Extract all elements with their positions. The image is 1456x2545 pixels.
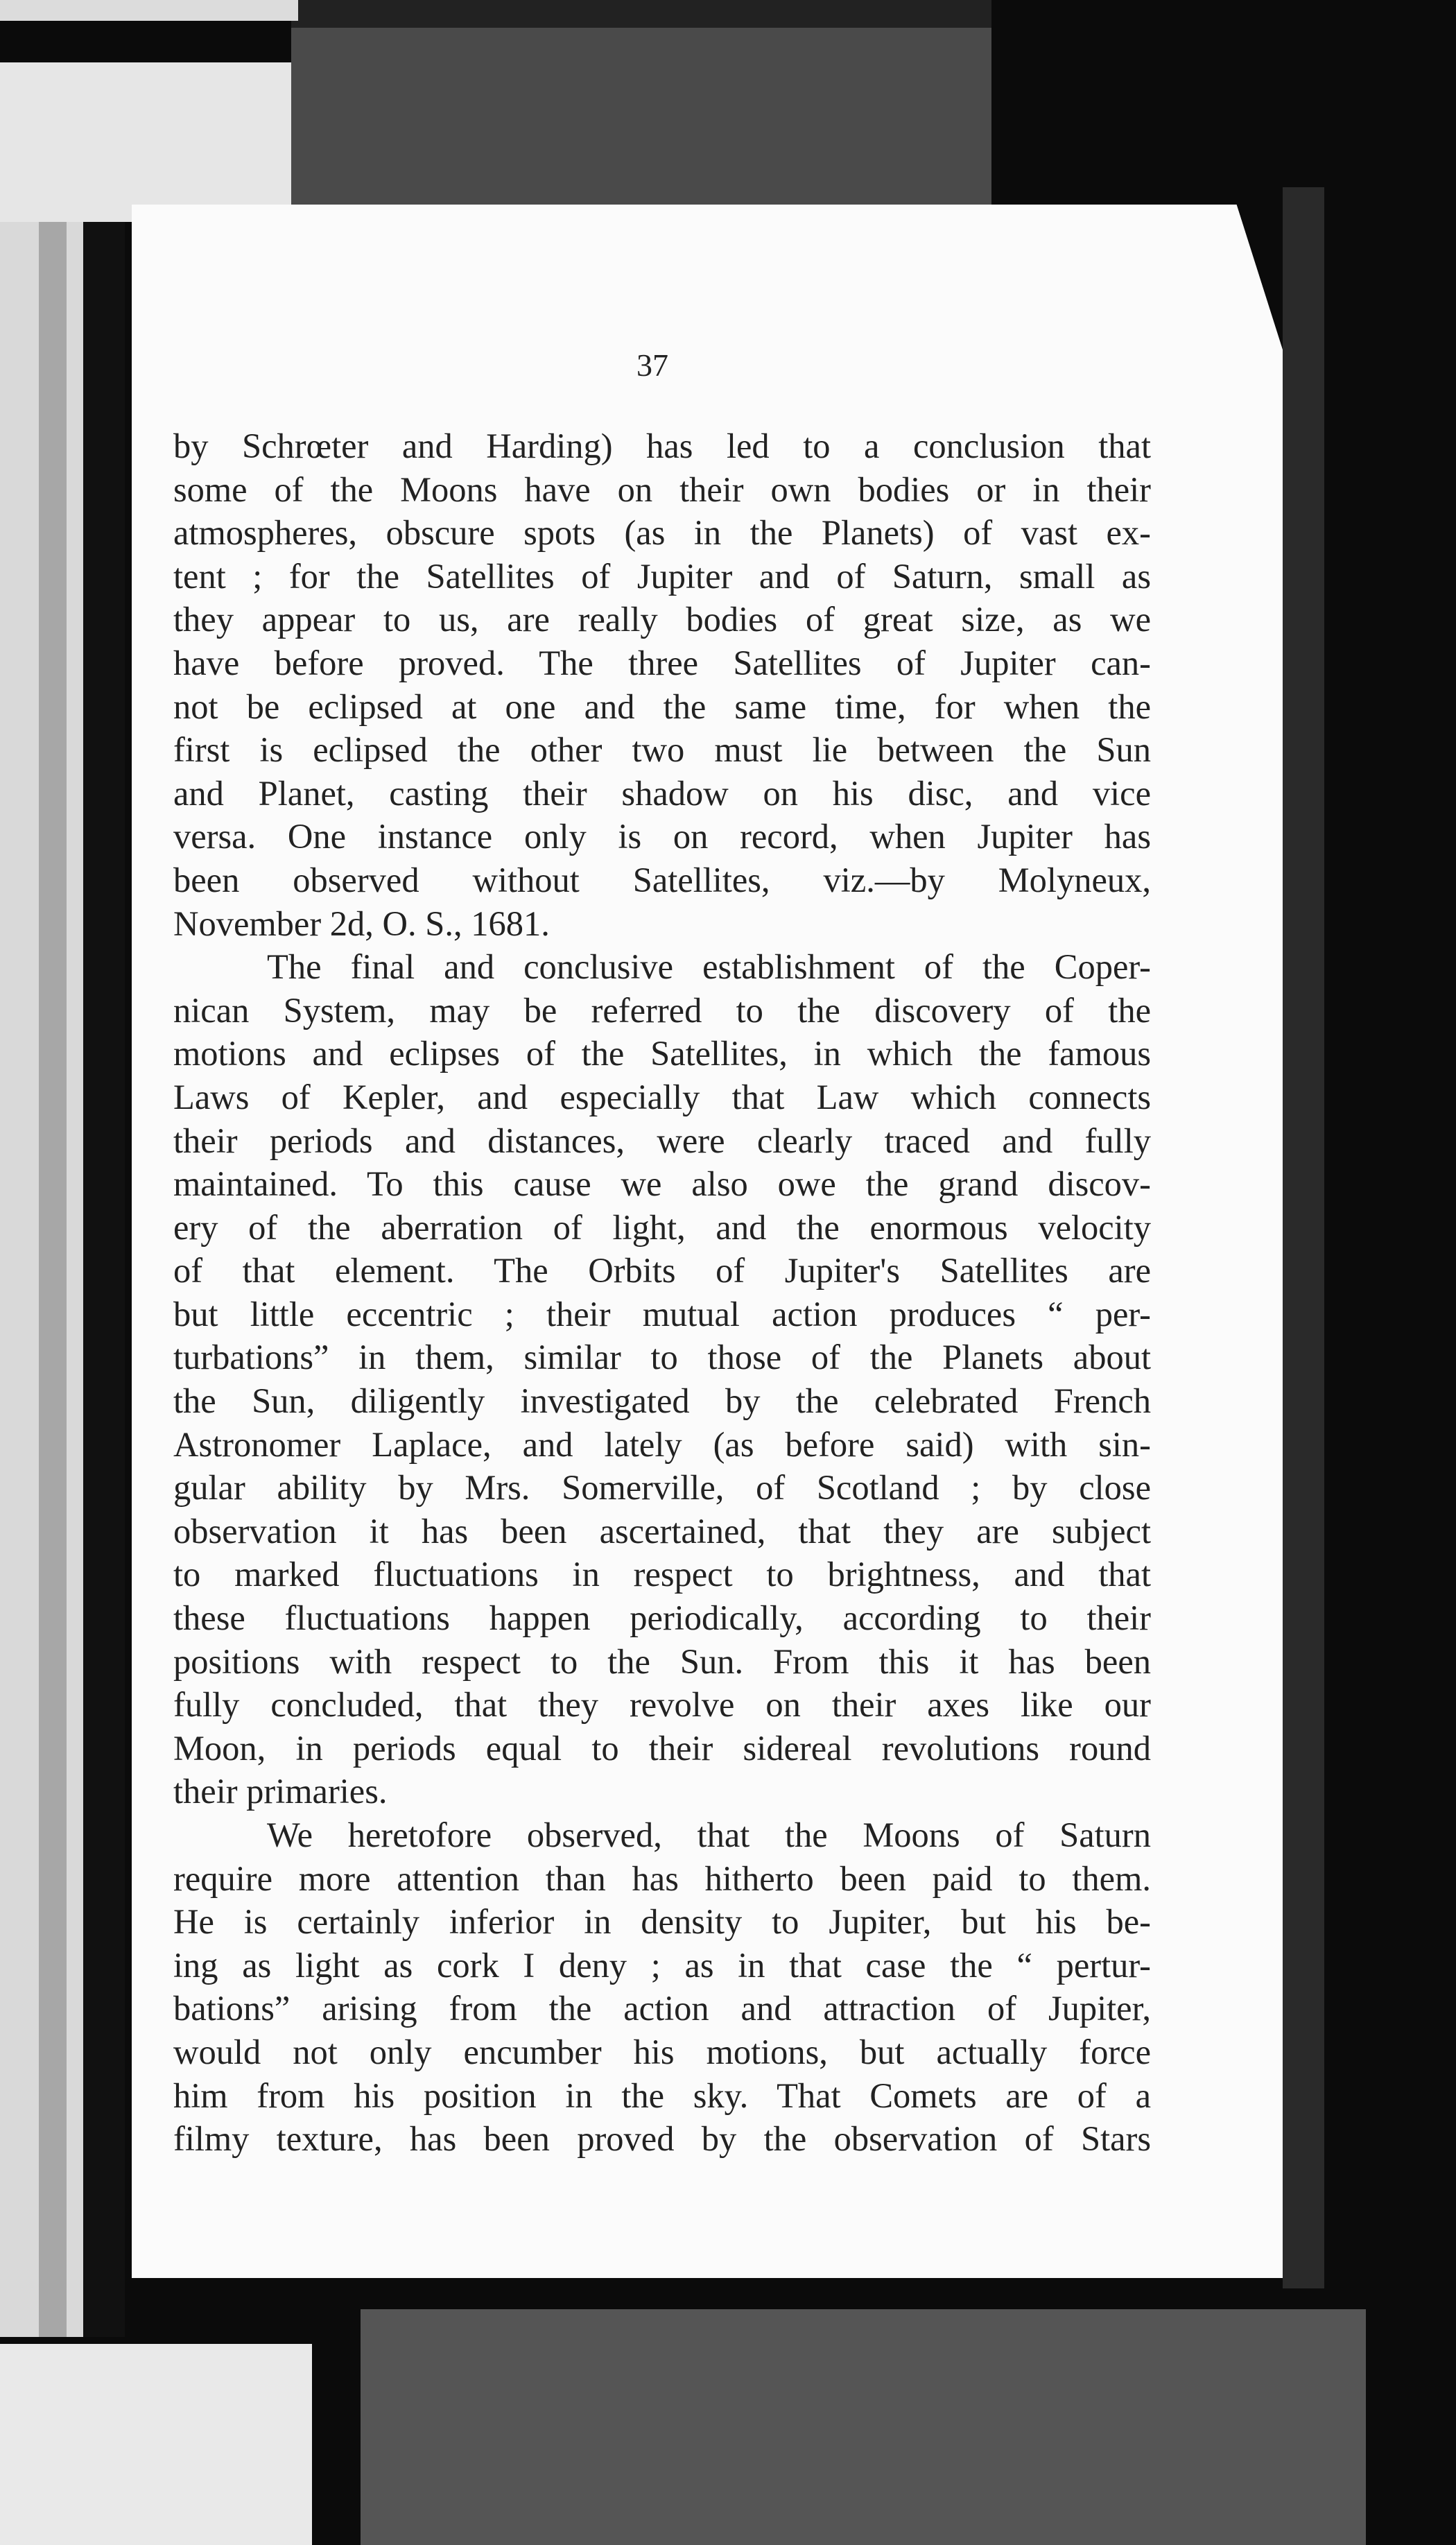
text-line: their periods and distances, were clearly traced and fully (173, 1121, 1151, 1160)
scan-background-bottom (361, 2309, 1366, 2545)
text-line: to marked fluctuations in respect to brightness, and that (173, 1555, 1151, 1594)
text-line: bations” arising from the action and attraction of Jupiter, (173, 1989, 1151, 2028)
text-line: the Sun, diligently investigated by the celebrated French (173, 1381, 1151, 1421)
body-text (173, 424, 1151, 2161)
text-line: have before proved. The three Satellites of Jupiter can- (173, 643, 1151, 682)
text-line: gular ability by Mrs. Somerville, of Scotland ; by close (173, 1468, 1151, 1508)
text-line: been observed without Satellites, viz.—by Molyneux, (173, 860, 1151, 899)
text-line: Astronomer Laplace, and lately (as before said) with sin- (173, 1424, 1151, 1464)
text-line: by Schrœter and Harding) has led to a conclusion that (173, 426, 1151, 465)
text-line: but little eccentric ; their mutual action produces “ per- (173, 1294, 1151, 1334)
text-line: first is eclipsed the other two must lie between the Sun (173, 730, 1151, 770)
left-page-bottom (0, 2344, 312, 2545)
text-line: motions and eclipses of the Satellites, in which the famous (173, 1034, 1151, 1073)
text-line: not be eclipsed at one and the same time, for when the (173, 687, 1151, 726)
text-line: observation it has been ascertained, that they are subject (173, 1511, 1151, 1551)
scan-background-top-edge (291, 0, 991, 28)
left-page-corner (0, 62, 291, 222)
page-number: 37 (636, 347, 668, 383)
text-line: nican System, may be referred to the discovery of the (173, 990, 1151, 1030)
text-line: He is certainly inferior in density to Jupiter, but his be- (173, 1902, 1151, 1942)
left-page-edge-top (0, 0, 298, 21)
text-line: their primaries. (173, 1772, 388, 1811)
text-line: tent ; for the Satellites of Jupiter and of Saturn, small as (173, 556, 1151, 596)
text-line: ing as light as cork I deny ; as in that case the “ pertur- (173, 1945, 1151, 1985)
scan-background-top (291, 0, 991, 208)
text-line: some of the Moons have on their own bodies or in their (173, 469, 1151, 509)
text-line: these fluctuations happen periodically, according to their (173, 1598, 1151, 1638)
text-line: atmospheres, obscure spots (as in the Planets) of vast ex- (173, 513, 1151, 553)
text-line: The final and conclusive establishment of the Coper- (267, 947, 1151, 987)
text-line: filmy texture, has been proved by the observation of Stars (173, 2119, 1151, 2159)
text-line: and Planet, casting their shadow on his disc, and vice (173, 773, 1151, 813)
text-line: fully concluded, that they revolve on their axes like our (173, 1685, 1151, 1725)
text-line: him from his position in the sky. That Comets are of a (173, 2076, 1151, 2115)
text-line: would not only encumber his motions, but actually force (173, 2032, 1151, 2071)
text-line: ery of the aberration of light, and the enormous velocity (173, 1207, 1151, 1247)
gutter-shadow (83, 222, 125, 2337)
text-line: turbations” in them, similar to those of the Planets about (173, 1338, 1151, 1377)
text-line: require more attention than has hitherto been paid to them. (173, 1858, 1151, 1898)
text-line: positions with respect to the Sun. From this it has been (173, 1641, 1151, 1681)
page-right-edge (1283, 187, 1324, 2288)
text-line: they appear to us, are really bodies of great size, as we (173, 600, 1151, 639)
text-line: of that element. The Orbits of Jupiter's Satellites are (173, 1251, 1151, 1291)
text-line: maintained. To this cause we also owe the grand discov- (173, 1164, 1151, 1204)
text-line: versa. One instance only is on record, when Jupiter has (173, 817, 1151, 856)
text-line: November 2d, O. S., 1681. (173, 904, 550, 943)
text-line: We heretofore observed, that the Moons of Saturn (267, 1815, 1151, 1854)
book-spine (39, 222, 67, 2337)
text-line: Moon, in periods equal to their sidereal revolutions round (173, 1728, 1151, 1768)
text-line: Laws of Kepler, and especially that Law which connects (173, 1077, 1151, 1116)
